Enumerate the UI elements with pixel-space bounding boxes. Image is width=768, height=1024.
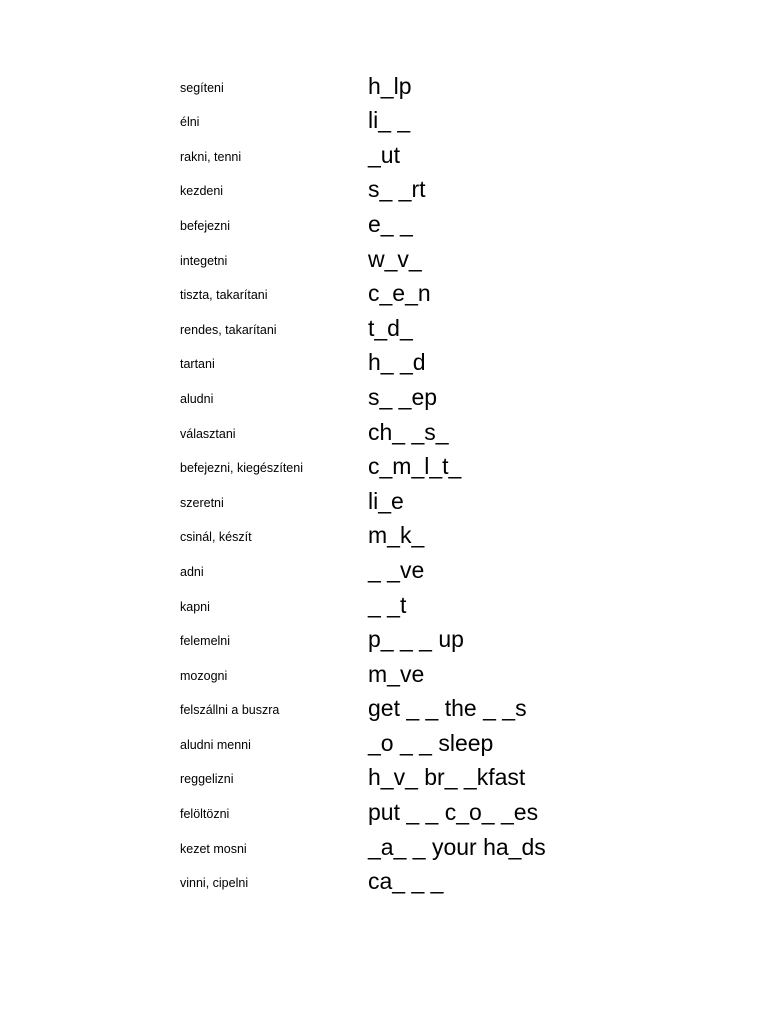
hungarian-word: szeretni bbox=[180, 495, 224, 510]
english-gap-word: s_ _ep bbox=[368, 383, 438, 410]
english-gap-word: s_ _rt bbox=[368, 176, 426, 203]
vocab-row bbox=[0, 481, 768, 516]
english-gap-word: e_ _ bbox=[368, 210, 413, 237]
vocab-row bbox=[0, 792, 768, 827]
english-gap-word: h_v_ br_ _kfast bbox=[368, 764, 526, 791]
english-gap-word: _ _ve bbox=[368, 556, 425, 583]
english-gap-word: m_ve bbox=[368, 660, 425, 687]
vocab-row bbox=[0, 170, 768, 205]
hungarian-word: tiszta, takarítani bbox=[180, 288, 268, 303]
english-gap-word: li_ _ bbox=[368, 107, 411, 134]
english-gap-word: _a_ _ your ha_ds bbox=[368, 833, 546, 860]
hungarian-word: segíteni bbox=[180, 80, 224, 95]
english-gap-word: p_ _ _ up bbox=[368, 626, 464, 653]
vocab-row bbox=[0, 862, 768, 897]
english-gap-word: ca_ _ _ bbox=[368, 868, 444, 895]
english-gap-word: c_m_l_t_ bbox=[368, 453, 462, 480]
vocab-row bbox=[0, 723, 768, 758]
vocab-row bbox=[0, 447, 768, 482]
hungarian-word: adni bbox=[180, 564, 204, 579]
vocab-row bbox=[0, 412, 768, 447]
vocab-row bbox=[0, 377, 768, 412]
vocab-row bbox=[0, 343, 768, 378]
vocab-row bbox=[0, 758, 768, 793]
english-gap-word: h_lp bbox=[368, 72, 412, 99]
vocab-row bbox=[0, 239, 768, 274]
english-gap-word: w_v_ bbox=[368, 245, 422, 272]
hungarian-word: vinni, cipelni bbox=[180, 876, 249, 891]
hungarian-word: integetni bbox=[180, 253, 228, 268]
english-gap-word: li_e bbox=[368, 487, 404, 514]
hungarian-word: reggelizni bbox=[180, 772, 234, 787]
hungarian-word: befejezni bbox=[180, 218, 231, 233]
hungarian-word: választani bbox=[180, 426, 236, 441]
vocab-row bbox=[0, 585, 768, 620]
hungarian-word: felemelni bbox=[180, 634, 231, 649]
english-gap-word: c_e_n bbox=[368, 280, 431, 307]
hungarian-word: felszállni a buszra bbox=[180, 703, 280, 718]
hungarian-word: kezdeni bbox=[180, 184, 224, 199]
english-gap-word: h_ _d bbox=[368, 349, 426, 376]
hungarian-word: aludni menni bbox=[180, 737, 251, 752]
vocab-row bbox=[0, 550, 768, 585]
hungarian-word: befejezni, kiegészíteni bbox=[180, 461, 303, 476]
vocab-row bbox=[0, 689, 768, 724]
english-gap-word: _ut bbox=[368, 141, 400, 168]
english-gap-word: get _ _ the _ _s bbox=[368, 695, 527, 722]
hungarian-word: kapni bbox=[180, 599, 210, 614]
vocab-row bbox=[0, 66, 768, 101]
english-gap-word: put _ _ c_o_ _es bbox=[368, 799, 539, 826]
vocab-row bbox=[0, 135, 768, 170]
english-gap-word: ch_ _s_ bbox=[368, 418, 449, 445]
hungarian-word: aludni bbox=[180, 391, 214, 406]
vocab-row bbox=[0, 101, 768, 136]
english-gap-word: _o _ _ sleep bbox=[368, 729, 494, 756]
vocab-row bbox=[0, 654, 768, 689]
english-gap-word: t_d_ bbox=[368, 314, 413, 341]
vocab-row bbox=[0, 204, 768, 239]
hungarian-word: mozogni bbox=[180, 668, 228, 683]
english-gap-word: m_k_ bbox=[368, 522, 425, 549]
hungarian-word: csinál, készít bbox=[180, 530, 252, 545]
hungarian-word: tartani bbox=[180, 357, 215, 372]
hungarian-word: rendes, takarítani bbox=[180, 322, 277, 337]
vocab-row bbox=[0, 620, 768, 655]
english-gap-word: _ _t bbox=[368, 591, 407, 618]
vocab-row bbox=[0, 516, 768, 551]
vocabulary-worksheet bbox=[0, 66, 768, 896]
hungarian-word: rakni, tenni bbox=[180, 149, 242, 164]
vocab-row bbox=[0, 827, 768, 862]
hungarian-word: felöltözni bbox=[180, 807, 230, 822]
vocab-row bbox=[0, 274, 768, 309]
vocab-row bbox=[0, 308, 768, 343]
hungarian-word: élni bbox=[180, 115, 200, 130]
hungarian-word: kezet mosni bbox=[180, 841, 247, 856]
